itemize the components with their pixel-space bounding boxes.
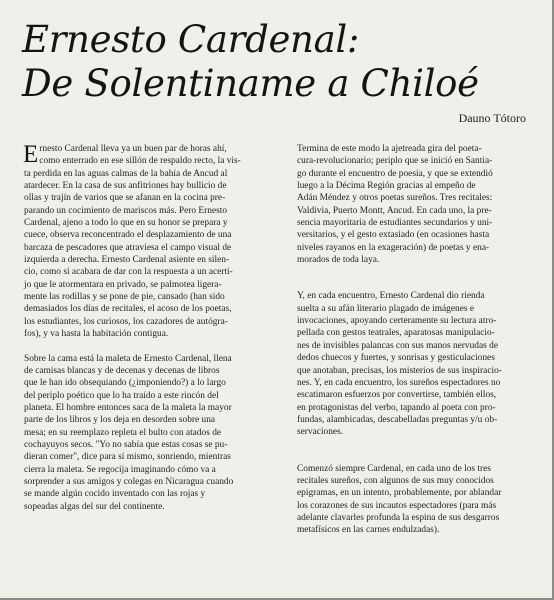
text-line: que anotaban, precisas, los misterios de sus inspiracio-: [297, 365, 502, 376]
text-line: barcaza de pescadores que atraviesa el campo visual de: [24, 242, 232, 253]
text-line: de camisas blancas y de decenas y decenas de libros: [24, 366, 220, 377]
text-line: recitales sureños, con algunos de sus muy conocidos: [297, 475, 494, 486]
text-line: dieran comer", dice para sí mismo, sonriendo, mientras: [24, 452, 231, 463]
drop-cap: E: [23, 141, 39, 168]
text-line: Cardenal, ajeno a todo lo que en su honor se prepara y: [24, 218, 228, 229]
text-line: go durante el encuentro de poesía, y que se extendió: [297, 168, 493, 179]
text-line: cierra la maleta. Se regocija imaginando cómo va a: [24, 464, 216, 475]
text-line: pellada con gestos teatrales, aparatosas manipulacio-: [297, 328, 495, 339]
title-line-1: Ernesto Cardenal:: [22, 18, 360, 61]
article-title: [22, 18, 542, 106]
text-line: izquierda a derecha. Ernesto Cardenal asiente en silen-: [24, 255, 230, 266]
text-line: adelante clavarles profunda la espina de sus desgarros: [297, 512, 500, 523]
text-line: Adán Méndez y otros poetas sureños. Tres recitales:: [297, 193, 493, 204]
text-line: como enterrado en ese sillón de respaldo recto, la vis-: [39, 156, 241, 167]
text-line: sorprender a sus amigos y colegas en Nicaragua cuando: [24, 477, 234, 488]
text-line: ta perdida en las aguas calmas de la bahía de Ancud al: [24, 168, 228, 179]
text-line: dedos chuecos y fuertes, y sonrisas y gesticulaciones: [297, 353, 495, 364]
text-line: los estudiantes, los curiosos, los cazadores de autógra-: [24, 316, 228, 327]
text-line: fos), y va hasta la habitación contigua.: [24, 329, 169, 340]
text-line: invocaciones, apoyando certeramente su lectura atro-: [297, 316, 497, 327]
text-line: parte de los libros y los deja en desorden sobre una: [24, 415, 216, 426]
text-line: mesa; en su reemplazo repleta el bulto con atados de: [24, 427, 222, 438]
text-line: Y, en cada encuentro, Ernesto Cardenal dio rienda: [297, 291, 485, 302]
text-line: parando un cocimiento de mariscos más. Pero Ernesto: [24, 205, 228, 216]
text-line: rnesto Cardenal lleva ya un buen par de horas ahí,: [39, 144, 227, 154]
text-line: ollas y trajín de varios que se afanan en la cocina pre-: [24, 193, 226, 204]
title-line-2: De Solentiname a Chiloé: [22, 62, 479, 105]
text-line: Sobre la cama está la maleta de Ernesto Cardenal, llena: [24, 353, 232, 364]
text-line: nes. Y, en cada encuentro, los sureños espectadores no: [297, 377, 501, 388]
text-line: mente las rodillas y se pone de pie, cansado (han sido: [24, 292, 225, 303]
text-line: en protagonistas del verbo, tapando al poeta con pro-: [297, 402, 496, 413]
paragraph-left-1: [24, 143, 272, 341]
article-author: Dauno Tótoro: [458, 111, 526, 125]
text-line: sopeadas algas del sur del continente.: [24, 501, 165, 512]
paragraph-right-3: [297, 463, 535, 537]
text-line: que le han ido obsequiando (¿imponiendo?) a lo largo: [24, 378, 226, 389]
text-line: planeta. El hombre entonces saca de la maleta la mayor: [24, 403, 232, 414]
text-line: morados de toda laya.: [297, 255, 380, 266]
text-line: niveles rayanos en la exageración) de poetas y ena-: [297, 242, 490, 253]
left-column: [24, 143, 272, 525]
text-line: servaciones.: [297, 427, 344, 438]
right-column: [297, 143, 535, 549]
text-line: se mande algún cocido inventado con las rojas y: [24, 489, 206, 500]
paragraph-left-2: [24, 353, 272, 513]
text-line: luego a la Décima Región gracias al empeño de: [297, 181, 476, 192]
text-line: demasiados los días de recitales, el acoso de los poetas,: [24, 304, 232, 315]
text-line: versitarios, y el gesto extasiado (en ocasiones hasta: [297, 230, 490, 241]
text-line: fundas, alambicadas, descabelladas preguntas y/u ob-: [297, 414, 498, 425]
text-line: nes de invisibles palancas con sus manos nervudas de: [297, 340, 498, 351]
text-line: Valdivia, Puerto Montt, Ancud. En cada uno, la pre-: [297, 205, 492, 216]
text-line: metafísicos en las carnes endulzadas).: [297, 525, 440, 536]
text-line: cuece, observa reconcentrado el desplazamiento de una: [24, 230, 232, 241]
text-line: cio, como si acabara de dar con la respuesta a un acerti-: [24, 267, 233, 278]
paragraph-right-1: [297, 143, 535, 266]
text-line: Comenzó siempre Cardenal, en cada uno de los tres: [297, 463, 491, 474]
text-line: cochayuyos secos. "Yo no sabía que estas cosas se pu-: [24, 440, 228, 451]
text-line: del periplo poético que lo ha traído a este rincón del: [24, 390, 219, 401]
text-line: suelta a su afán literario plagado de imágenes e: [297, 303, 475, 314]
text-line: sencia mayoritaria de estudiantes secundarios y uni-: [297, 218, 493, 229]
text-line: escatimaron esfuerzos por convertirse, también ellos,: [297, 390, 497, 401]
paragraph-right-2: [297, 290, 535, 438]
text-line: jo que le atormentara en privado, se palmotea ligera-: [24, 279, 222, 290]
text-line: Termina de este modo la ajetreada gira del poeta-: [297, 144, 482, 154]
text-line: los corazones de sus incautos espectadores (para más: [297, 500, 497, 511]
text-line: epigramas, en un intento, probablemente, por ablandar: [297, 488, 502, 499]
text-line: cura-revolucionario; periplo que se inició en Santia-: [297, 156, 493, 167]
text-line: atardecer. En la casa de sus anfitriones hay bullicio de: [24, 181, 227, 192]
